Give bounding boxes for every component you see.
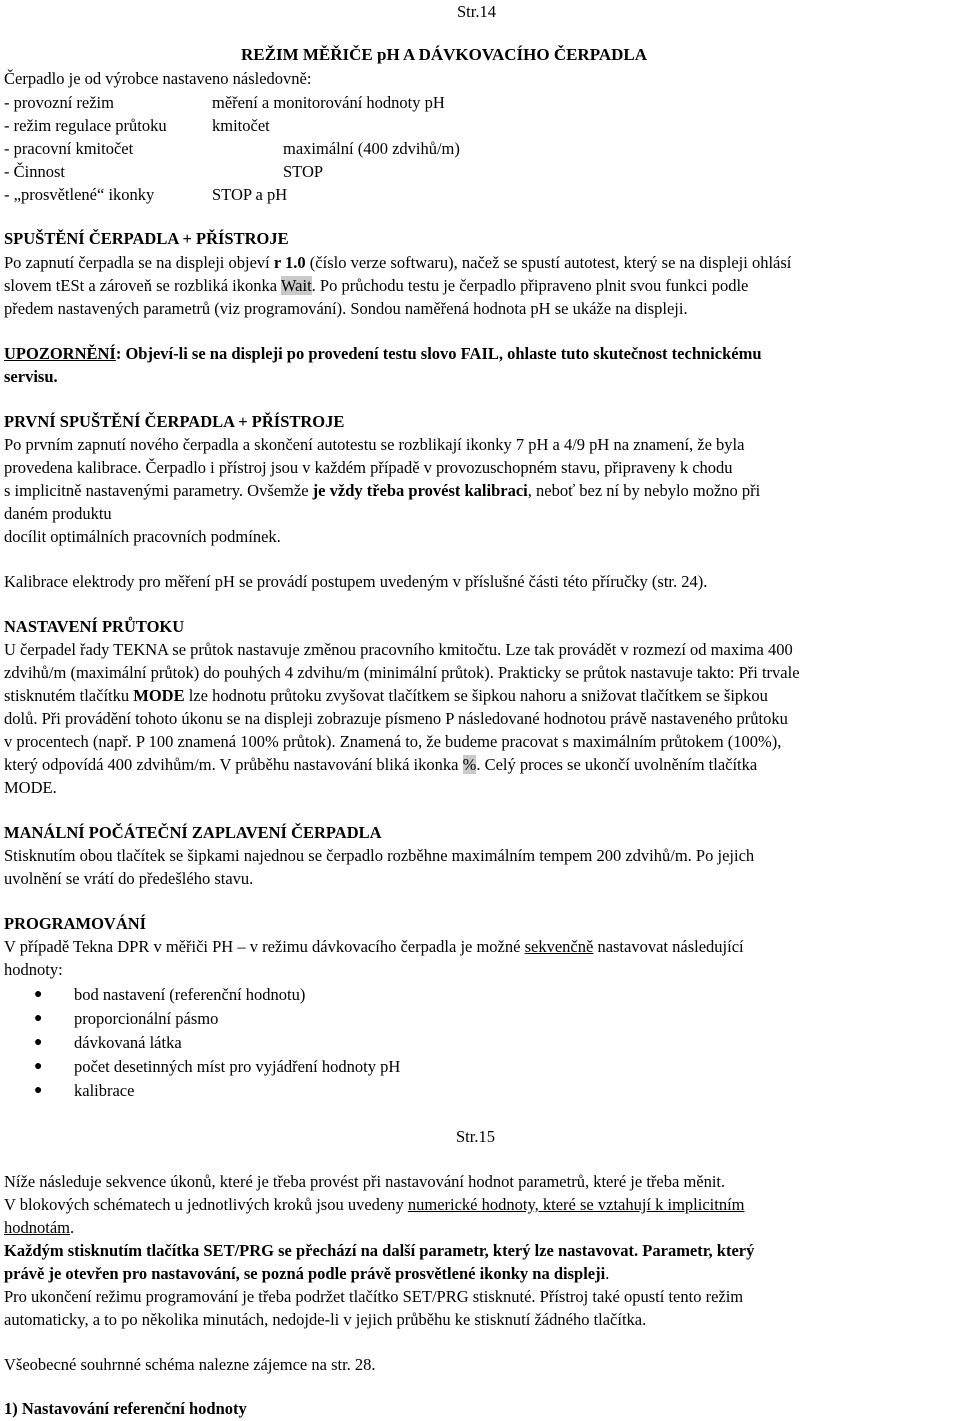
paragraph-line: automaticky, a to po několika minutách, nedojde-li v jejich průběhu ke stisknutí žádného tlačítka. [4, 1310, 647, 1329]
bullet-icon: ● [34, 987, 43, 1002]
wait-highlight: Wait [280, 276, 312, 295]
percent-highlight: % [462, 755, 477, 774]
paragraph-line: stisknutém tlačítku MODE lze hodnotu průtoku zvyšovat tlačítkem se šipkou nahoru a snižovat tlačítkem se šipkou [4, 686, 768, 705]
paragraph-line: Všeobecné souhrnné schéma nalezne zájemce na str. 28. [4, 1355, 376, 1374]
paragraph-line: U čerpadel řady TEKNA se průtok nastavuje změnou pracovního kmitočtu. Lze tak provádět v rozmezí od maxima 400 [4, 640, 793, 659]
paragraph-line: s implicitně nastavenými parametry. Ovšemže je vždy třeba provést kalibraci, neboť bez ní by nebylo možno při [4, 481, 761, 500]
calibration-note: Kalibrace elektrody pro měření pH se provádí postupem uvedeným v příslušné části této příručky (str. 24). [4, 572, 708, 591]
paragraph-line: daném produktu [4, 504, 112, 523]
factory-row-value: STOP a pH [212, 185, 288, 204]
paragraph-line: právě je otevřen pro nastavování, se pozná podle právě prosvětlené ikonky na displeji. [4, 1264, 610, 1283]
factory-row [4, 116, 904, 136]
paragraph-line: v procentech (např. P 100 znamená 100% průtok). Znamená to, že budeme pracovat s maximálním průtokem (100%), [4, 732, 782, 751]
factory-row [4, 139, 904, 159]
paragraph-line: Níže následuje sekvence úkonů, které je třeba provést při nastavování hodnot parametrů, které je třeba měnit. [4, 1172, 726, 1191]
section-heading-programming: PROGRAMOVÁNÍ [4, 914, 147, 933]
paragraph-line: uvolnění se vrátí do předešlého stavu. [4, 869, 254, 888]
paragraph-line: zdvihů/m (maximální průtok) do pouhých 4 zdvihu/m (minimální průtok). Prakticky se průtok nastavuje takto: Při trvale [4, 663, 800, 682]
factory-row-value: měření a monitorování hodnoty pH [212, 93, 445, 112]
paragraph-line: Po prvním zapnutí nového čerpadla a skončení autotestu se rozblikají ikonky 7 pH a 4/9 pH na znamení, že byla [4, 435, 745, 454]
paragraph-line: provedena kalibrace. Čerpadlo i přístroj jsou v každém případě v provozuschopném stavu, připraveny k chodu [4, 458, 733, 477]
paragraph-line: Každým stisknutím tlačítka SET/PRG se přechází na další parametr, který lze nastavovat. Parametr, který [4, 1241, 755, 1260]
factory-row-label: - režim regulace průtoku [4, 116, 167, 135]
factory-row-value: kmitočet [212, 116, 270, 135]
warning-label: UPOZORNĚNÍ [4, 344, 116, 363]
factory-row-value: maximální (400 zdvihů/m) [283, 139, 460, 158]
paragraph-line: docílit optimálních pracovních podmínek. [4, 527, 281, 546]
factory-row-label: - provozní režim [4, 93, 114, 112]
paragraph-line: Po zapnutí čerpadla se na displeji objeví r 1.0 (číslo verze softwaru), načež se spustí autotest, který se na displeji ohlásí [4, 253, 792, 272]
section-heading-startup: SPUŠTĚNÍ ČERPADLA + PŘÍSTROJE [4, 229, 289, 248]
section-heading-flow: NASTAVENÍ PRŮTOKU [4, 617, 185, 636]
paragraph-line: dolů. Při provádění tohoto úkonu se na displeji zobrazuje písmeno P následované hodnotou právě nastaveného průtoku [4, 709, 788, 728]
page-number-mid: Str.15 [456, 1127, 495, 1146]
paragraph-line: hodnotám. [4, 1218, 75, 1237]
factory-row-label: - Činnost [4, 162, 65, 181]
factory-row-label: - pracovní kmitočet [4, 139, 134, 158]
paragraph-line: předem nastavených parametrů (viz programování). Sondou naměřená hodnota pH se ukáže na displeji. [4, 299, 688, 318]
factory-row [4, 93, 904, 113]
factory-intro: Čerpadlo je od výrobce nastaveno následovně: [4, 69, 312, 88]
paragraph-line: MODE. [4, 778, 57, 797]
bullet-icon: ● [34, 1083, 43, 1098]
page-title: REŽIM MĚŘIČE pH A DÁVKOVACÍHO ČERPADLA [241, 45, 647, 64]
paragraph-line: V případě Tekna DPR v měřiči PH – v režimu dávkovacího čerpadla je možné sekvenčně nastavovat následující [4, 937, 744, 956]
bullet-icon: ● [34, 1035, 43, 1050]
factory-row [4, 162, 904, 182]
section-heading-priming: MANÁLNÍ POČÁTEČNÍ ZAPLAVENÍ ČERPADLA [4, 823, 382, 842]
warning-line: UPOZORNĚNÍ: Objeví-li se na displeji po provedení testu slovo FAIL, ohlaste tuto skutečnost technickému [4, 344, 762, 363]
paragraph-line: který odpovídá 400 zdvihům/m. V průběhu nastavování bliká ikonka %. Celý proces se ukončí uvolněním tlačítka [4, 755, 758, 774]
factory-row-value: STOP [283, 162, 324, 181]
factory-row [4, 185, 904, 205]
section-heading-first-startup: PRVNÍ SPUŠTĚNÍ ČERPADLA + PŘÍSTROJE [4, 412, 345, 431]
paragraph-line: slovem tESt a zároveň se rozbliká ikonka Wait. Po průchodu testu je čerpadlo připraveno plnit svou funkci podle [4, 276, 749, 295]
bullet-icon: ● [34, 1011, 43, 1026]
paragraph-line: Pro ukončení režimu programování je třeba podržet tlačítko SET/PRG stisknuté. Přístroj také opustí tento režim [4, 1287, 744, 1306]
paragraph-line: Stisknutím obou tlačítek se šipkami najednou se čerpadlo rozběhne maximálním tempem 200 zdvihů/m. Po jejich [4, 846, 755, 865]
subsection-heading: 1) Nastavování referenční hodnoty [4, 1399, 247, 1418]
factory-row-label: - „prosvětlené“ ikonky [4, 185, 155, 204]
paragraph-line: hodnoty: [4, 960, 63, 979]
page-number-top: Str.14 [457, 2, 496, 21]
paragraph-line: V blokových schématech u jednotlivých kroků jsou uvedeny numerické hodnoty, které se vztahují k implicitním [4, 1195, 745, 1214]
warning-line: servisu. [4, 367, 58, 386]
bullet-icon: ● [34, 1059, 43, 1074]
